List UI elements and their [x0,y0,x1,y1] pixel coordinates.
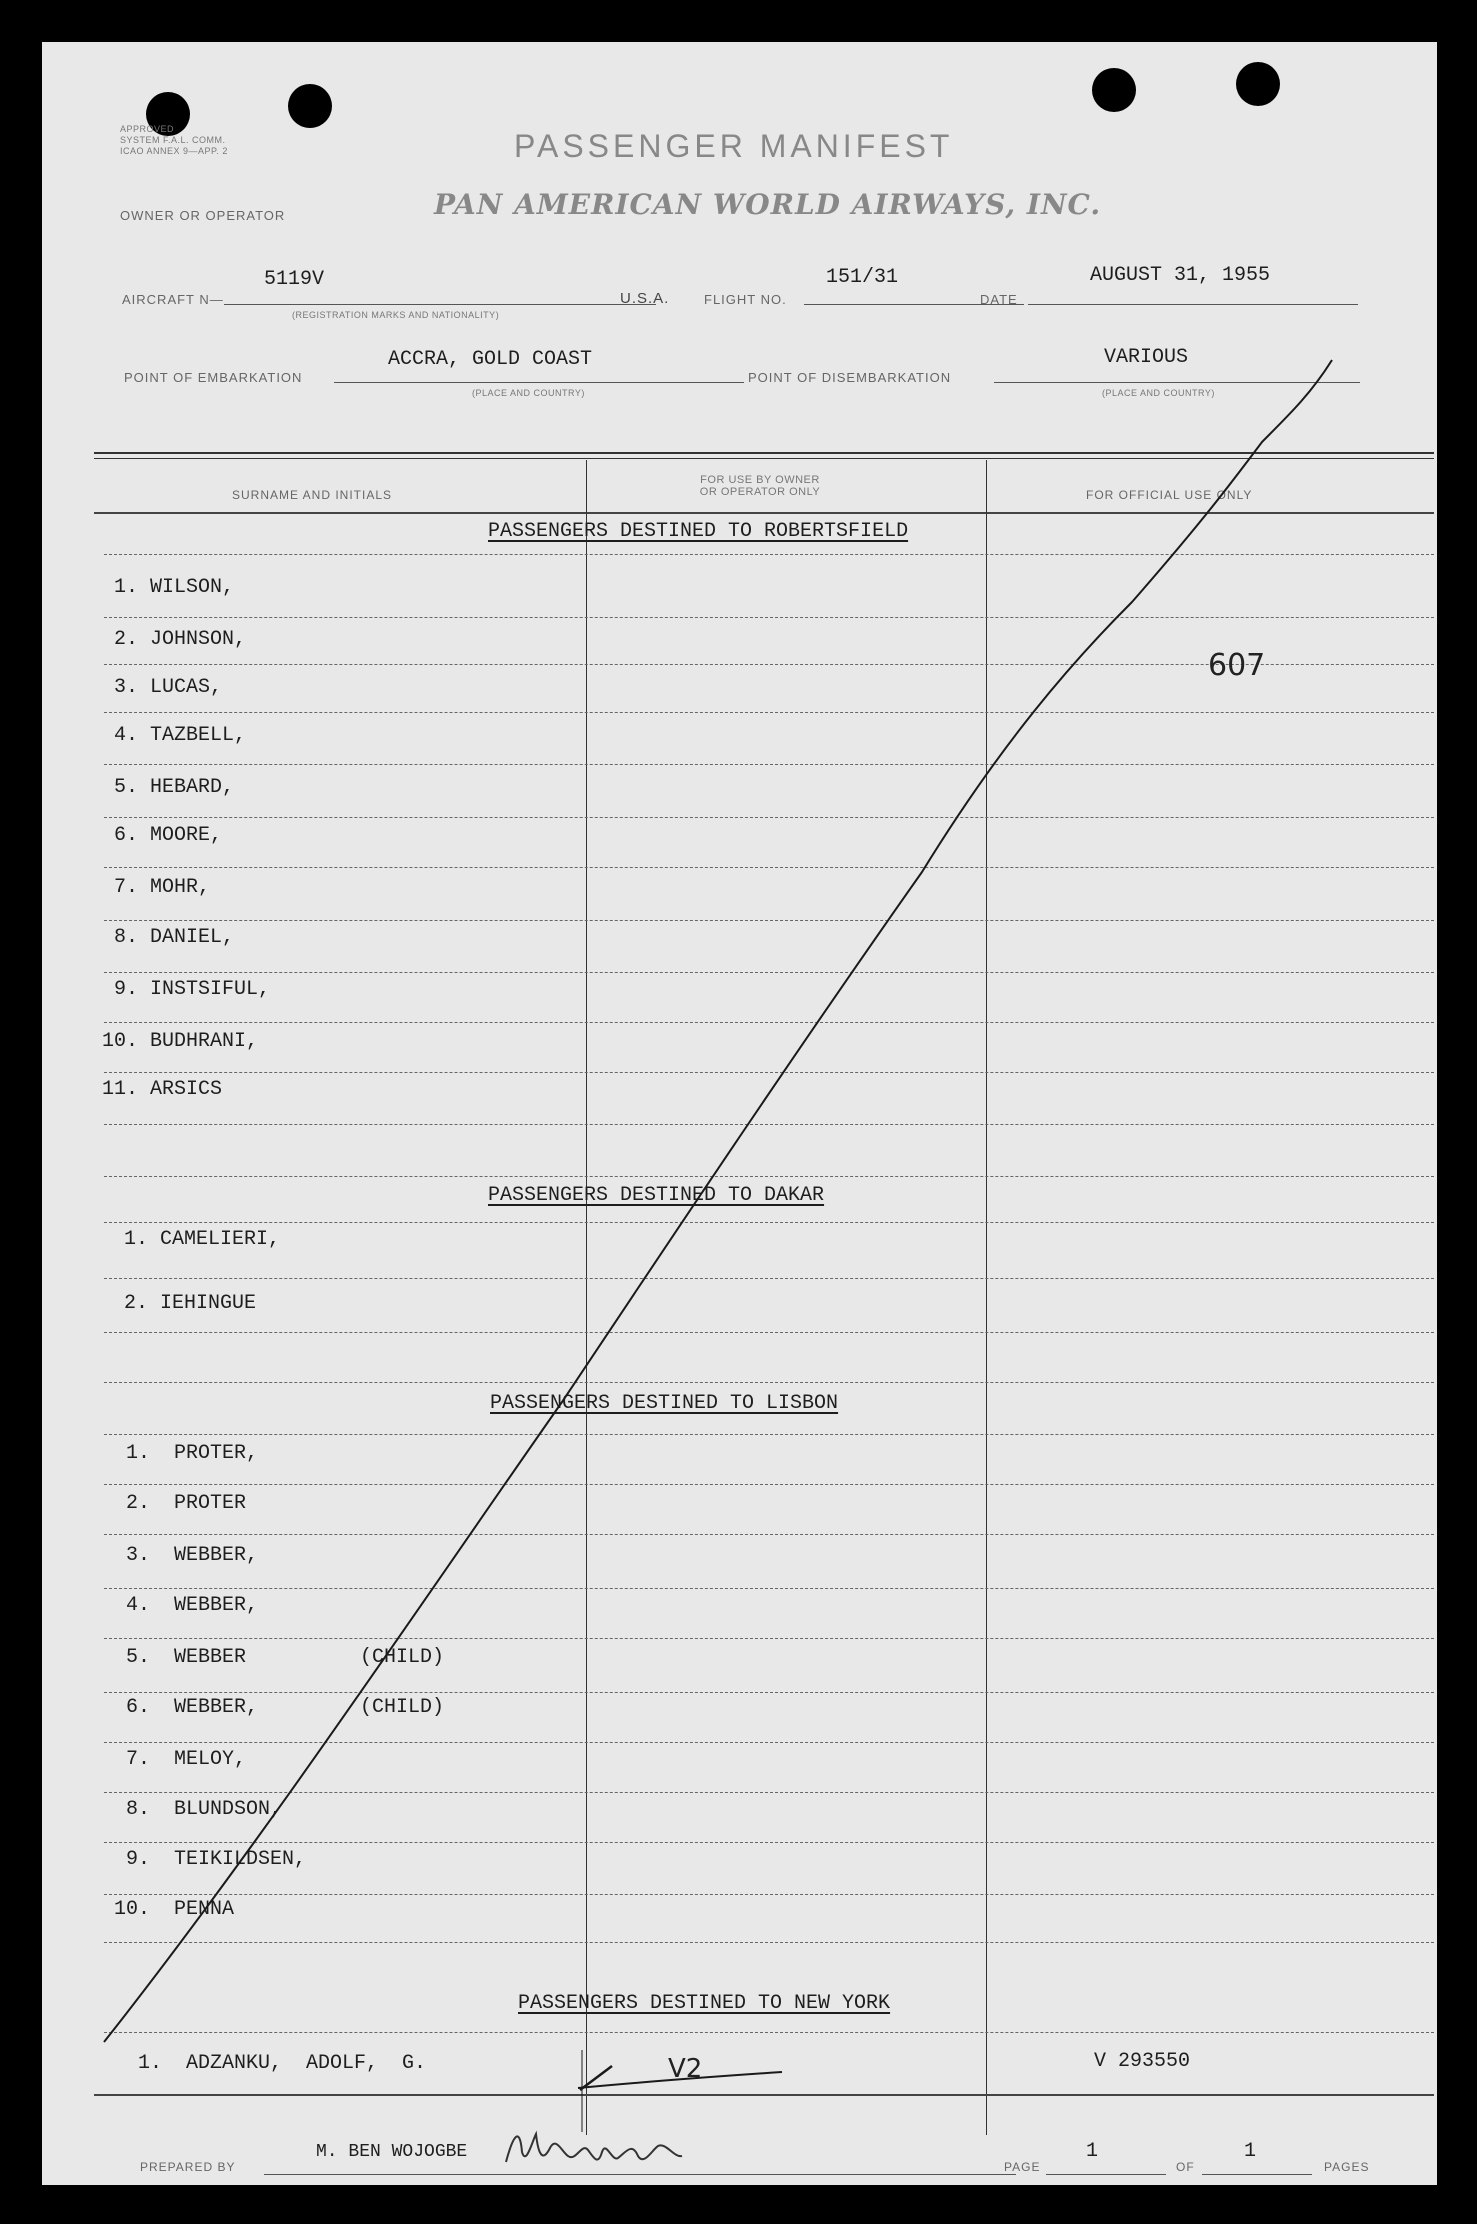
section-heading-lisbon: PASSENGERS DESTINED TO LISBON [490,1392,839,1415]
owner-label: OWNER OR OPERATOR [120,208,286,223]
column-header-official: FOR OFFICIAL USE ONLY [1086,488,1253,502]
passenger-row: 1. CAMELIERI, [124,1228,281,1251]
approval-line: SYSTEM F.A.L. COMM. [120,135,226,145]
flight-date: AUGUST 31, 1955 [1090,264,1271,287]
passenger-row: 8. BLUNDSON, [126,1798,283,1821]
passenger-row: 3. LUCAS, [114,676,223,699]
approval-line: APPROVED [120,124,175,134]
embarkation-point: ACCRA, GOLD COAST [388,348,593,371]
passenger-row: 4. WEBBER, [126,1594,259,1617]
passenger-row: 5. WEBBER [126,1646,247,1669]
embarkation-label: POINT OF EMBARKATION [124,370,303,385]
airline-name: PAN AMERICAN WORLD AIRWAYS, INC. [434,188,1102,221]
flight-number: 151/31 [826,266,899,289]
pen-strokes [42,42,1437,2185]
passenger-row: 1. PROTER, [126,1442,259,1465]
scribble-stroke [578,2072,782,2088]
passenger-row: 4. TAZBELL, [114,724,247,747]
page-number: 1 [1086,2140,1099,2163]
aircraft-label: AIRCRAFT N— [122,292,224,307]
disembarkation-point: VARIOUS [1104,346,1189,369]
column-header-owner-use: FOR USE BY OWNER OR OPERATOR ONLY [699,474,821,498]
passenger-row: 2. PROTER [126,1492,247,1515]
child-note: (CHILD) [360,1646,445,1669]
passenger-row: 9. TEIKILDSEN, [126,1848,307,1871]
pages-label: PAGES [1324,2160,1370,2174]
passenger-row: 1. WILSON, [114,576,235,599]
page-total: 1 [1244,2140,1257,2163]
registration-note: (REGISTRATION MARKS AND NATIONALITY) [292,310,500,320]
section-heading-robertsfield: PASSENGERS DESTINED TO ROBERTSFIELD [488,520,909,543]
passenger-row: 2. JOHNSON, [114,628,247,651]
of-label: OF [1176,2160,1195,2174]
passenger-row: 10. BUDHRANI, [102,1030,259,1053]
passenger-row: 3. WEBBER, [126,1544,259,1567]
passenger-row: 9. INSTSIFUL, [114,978,271,1001]
passenger-row: 5. HEBARD, [114,776,235,799]
passenger-row: 2. IEHINGUE [124,1292,257,1315]
passenger-row: 8. DANIEL, [114,926,235,949]
child-note: (CHILD) [360,1696,445,1719]
disembarkation-label: POINT OF DISEMBARKATION [748,370,952,385]
passenger-row: 11. ARSICS [102,1078,223,1101]
approval-line: ICAO ANNEX 9—APP. 2 [120,146,228,156]
page-label: PAGE [1004,2160,1041,2174]
form-title: PASSENGER MANIFEST [514,128,954,164]
usa-label: U.S.A. [620,290,670,307]
manifest-sheet [42,42,1437,2185]
prepared-by-label: PREPARED BY [140,2160,236,2174]
official-number: V 293550 [1094,2050,1191,2073]
column-header-surname: SURNAME AND INITIALS [232,488,393,502]
passenger-row: 7. MOHR, [114,876,211,899]
prepared-by-name: M. BEN WOJOGBE [316,2142,468,2162]
signature [502,2122,742,2172]
passenger-row: 7. MELOY, [126,1748,247,1771]
aircraft-number: 5119V [264,268,325,291]
passenger-row: 10. PENNA [114,1898,235,1921]
section-heading-dakar: PASSENGERS DESTINED TO DAKAR [488,1184,825,1207]
place-note: (PLACE AND COUNTRY) [472,388,585,398]
handwritten-mark: V2 [668,2054,703,2084]
date-label: DATE [980,292,1018,307]
flight-label: FLIGHT NO. [704,292,787,307]
section-heading-newyork: PASSENGERS DESTINED TO NEW YORK [518,1992,891,2015]
place-note: (PLACE AND COUNTRY) [1102,388,1215,398]
passenger-row: 1. ADZANKU, ADOLF, G. [138,2052,427,2075]
diagonal-pen-line [104,360,1332,2042]
passenger-row: 6. MOORE, [114,824,223,847]
handwritten-number: 607 [1208,648,1266,683]
passenger-row: 6. WEBBER, [126,1696,259,1719]
